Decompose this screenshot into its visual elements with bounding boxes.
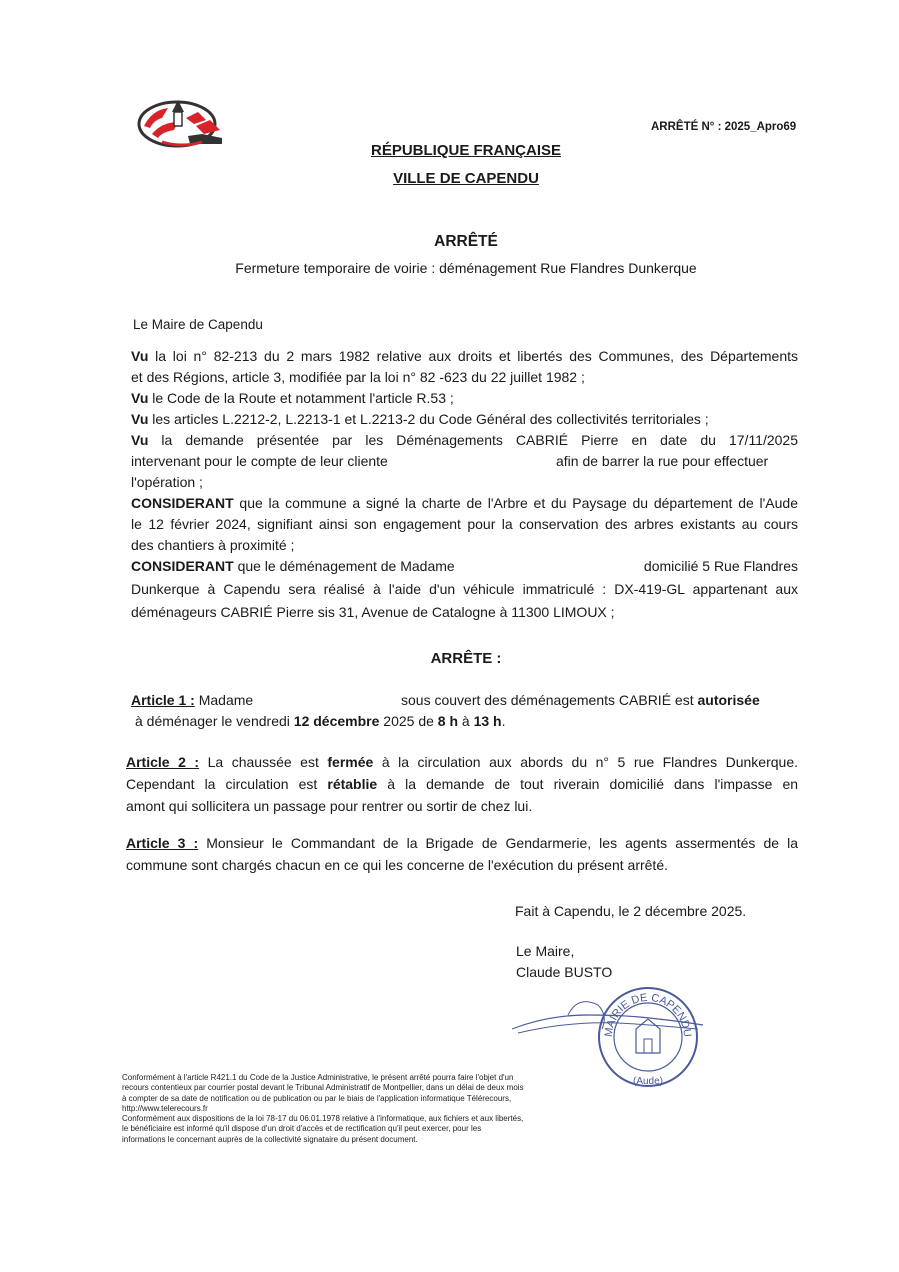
signatory-name: Claude BUSTO — [516, 964, 613, 980]
document-subtitle: Fermeture temporaire de voirie : déménagement Rue Flandres Dunkerque — [235, 260, 697, 276]
article-2-line1: Article 2 : La chaussée est fermée à la circulation aux abords du n° 5 rue Flandres Dunkerque. — [126, 754, 798, 770]
article-1-line1: Article 1 : Madame sous couvert des déménagements CABRIÉ est autorisée — [131, 692, 760, 708]
considerant-move-line2: Dunkerque à Capendu sera réalisé à l'aide d'un véhicule immatriculé : DX-419-GL appartenant aux — [131, 581, 798, 597]
considerant-charter-line3: des chantiers à proximité ; — [131, 537, 295, 553]
footnote-line: à compter de sa date de notification ou de publication ou par le biais de l'application informatique Télérecours, — [122, 1093, 512, 1103]
vu-request-line3: l'opération ; — [131, 474, 203, 490]
footnote-link[interactable]: http://www.telerecours.fr — [122, 1103, 208, 1113]
article-1-line2: à déménager le vendredi 12 décembre 2025 de 8 h à 13 h. — [135, 713, 506, 729]
article-2 — [126, 752, 798, 818]
considerant-move-line3: déménageurs CABRIÉ Pierre sis 31, Avenue de Catalogne à 11300 LIMOUX ; — [131, 604, 615, 620]
recitals — [131, 346, 798, 636]
article-1 — [131, 690, 798, 735]
article-3-line2: commune sont chargés chacun en ce qui les concerne de l'exécution du présent arrêté. — [126, 857, 668, 873]
header-republic: RÉPUBLIQUE FRANÇAISE — [370, 142, 561, 159]
considerant-move-line1: CONSIDERANT que le déménagement de Madame domicilié 5 Rue Flandres — [131, 558, 798, 574]
footnote-line: informations le concernant auprès de la collectivité signataire du présent document. — [122, 1134, 418, 1144]
footnote-line: Conformément à l'article R421.1 du Code de la Justice Administrative, le présent arrêté pourra faire l'objet d'un — [122, 1073, 514, 1082]
article-2-line3: amont qui sollicitera un passage pour rentrer ou sortir de chez lui. — [126, 798, 533, 814]
vu-law-line2: et des Régions, article 3, modifiée par la loi n° 82 -623 du 22 juillet 1982 ; — [131, 369, 585, 385]
document-title: ARRÊTÉ — [434, 233, 498, 250]
header-town: VILLE DE CAPENDU — [393, 170, 539, 187]
town-hall-stamp — [596, 985, 700, 1089]
stamp-top-text: MAIRIE DE CAPENDU — [602, 991, 694, 1038]
signatory-role: Le Maire, — [516, 943, 575, 959]
article-2-line2: Cependant la circulation est rétablie à la demande de tout riverain domicilié dans l'impasse en — [126, 776, 799, 792]
vu-law-line1: Vu la loi n° 82-213 du 2 mars 1982 relative aux droits et libertés des Communes, des Départements — [131, 348, 798, 364]
article-3-line1: Article 3 : Monsieur le Commandant de la Brigade de Gendarmerie, les agents assermentés de la — [126, 835, 798, 851]
vu-request-line1: Vu la demande présentée par les Déménagements CABRIÉ Pierre en date du 17/11/2025 — [131, 432, 799, 448]
intro-line: Le Maire de Capendu — [133, 317, 263, 332]
footnote-line: le bénéficiaire est informé qu'il dispose d'un droit d'accès et de rectification qu'il peut exercer, pour les — [122, 1124, 482, 1134]
considerant-charter-line2: le 12 février 2024, signifiant ainsi son engagement pour la conservation des arbres existants au cours — [131, 516, 798, 532]
arrete-heading: ARRÊTE : — [430, 650, 502, 667]
footnote-line: recours contentieux par courrier postal devant le Tribunal Administratif de Montpellier, dans un délai de deux mois — [122, 1083, 524, 1093]
vu-request-line2: intervenant pour le compte de leur cliente afin de barrer la rue pour effectuer — [131, 453, 769, 469]
article-3 — [126, 833, 798, 878]
vu-road-code: Vu le Code de la Route et notamment l'article R.53 ; — [131, 390, 454, 406]
stamp-bottom-text: (Aude) — [632, 1076, 664, 1087]
done-at: Fait à Capendu, le 2 décembre 2025. — [515, 903, 747, 919]
considerant-charter-line1: CONSIDERANT que la commune a signé la charte de l'Arbre et du Paysage du département de l'Aude — [131, 495, 798, 511]
vu-articles: Vu les articles L.2212-2, L.2213-1 et L.2213-2 du Code Général des collectivités territoriales ; — [131, 411, 709, 427]
decree-reference: ARRÊTÉ N° : 2025_Apro69 — [651, 121, 797, 133]
footnote-line: Conformément aux dispositions de la loi 78-17 du 06.01.1978 relative à l'informatique, aux fichiers et aux libertés, — [122, 1114, 524, 1124]
legal-footnote — [122, 1073, 577, 1145]
